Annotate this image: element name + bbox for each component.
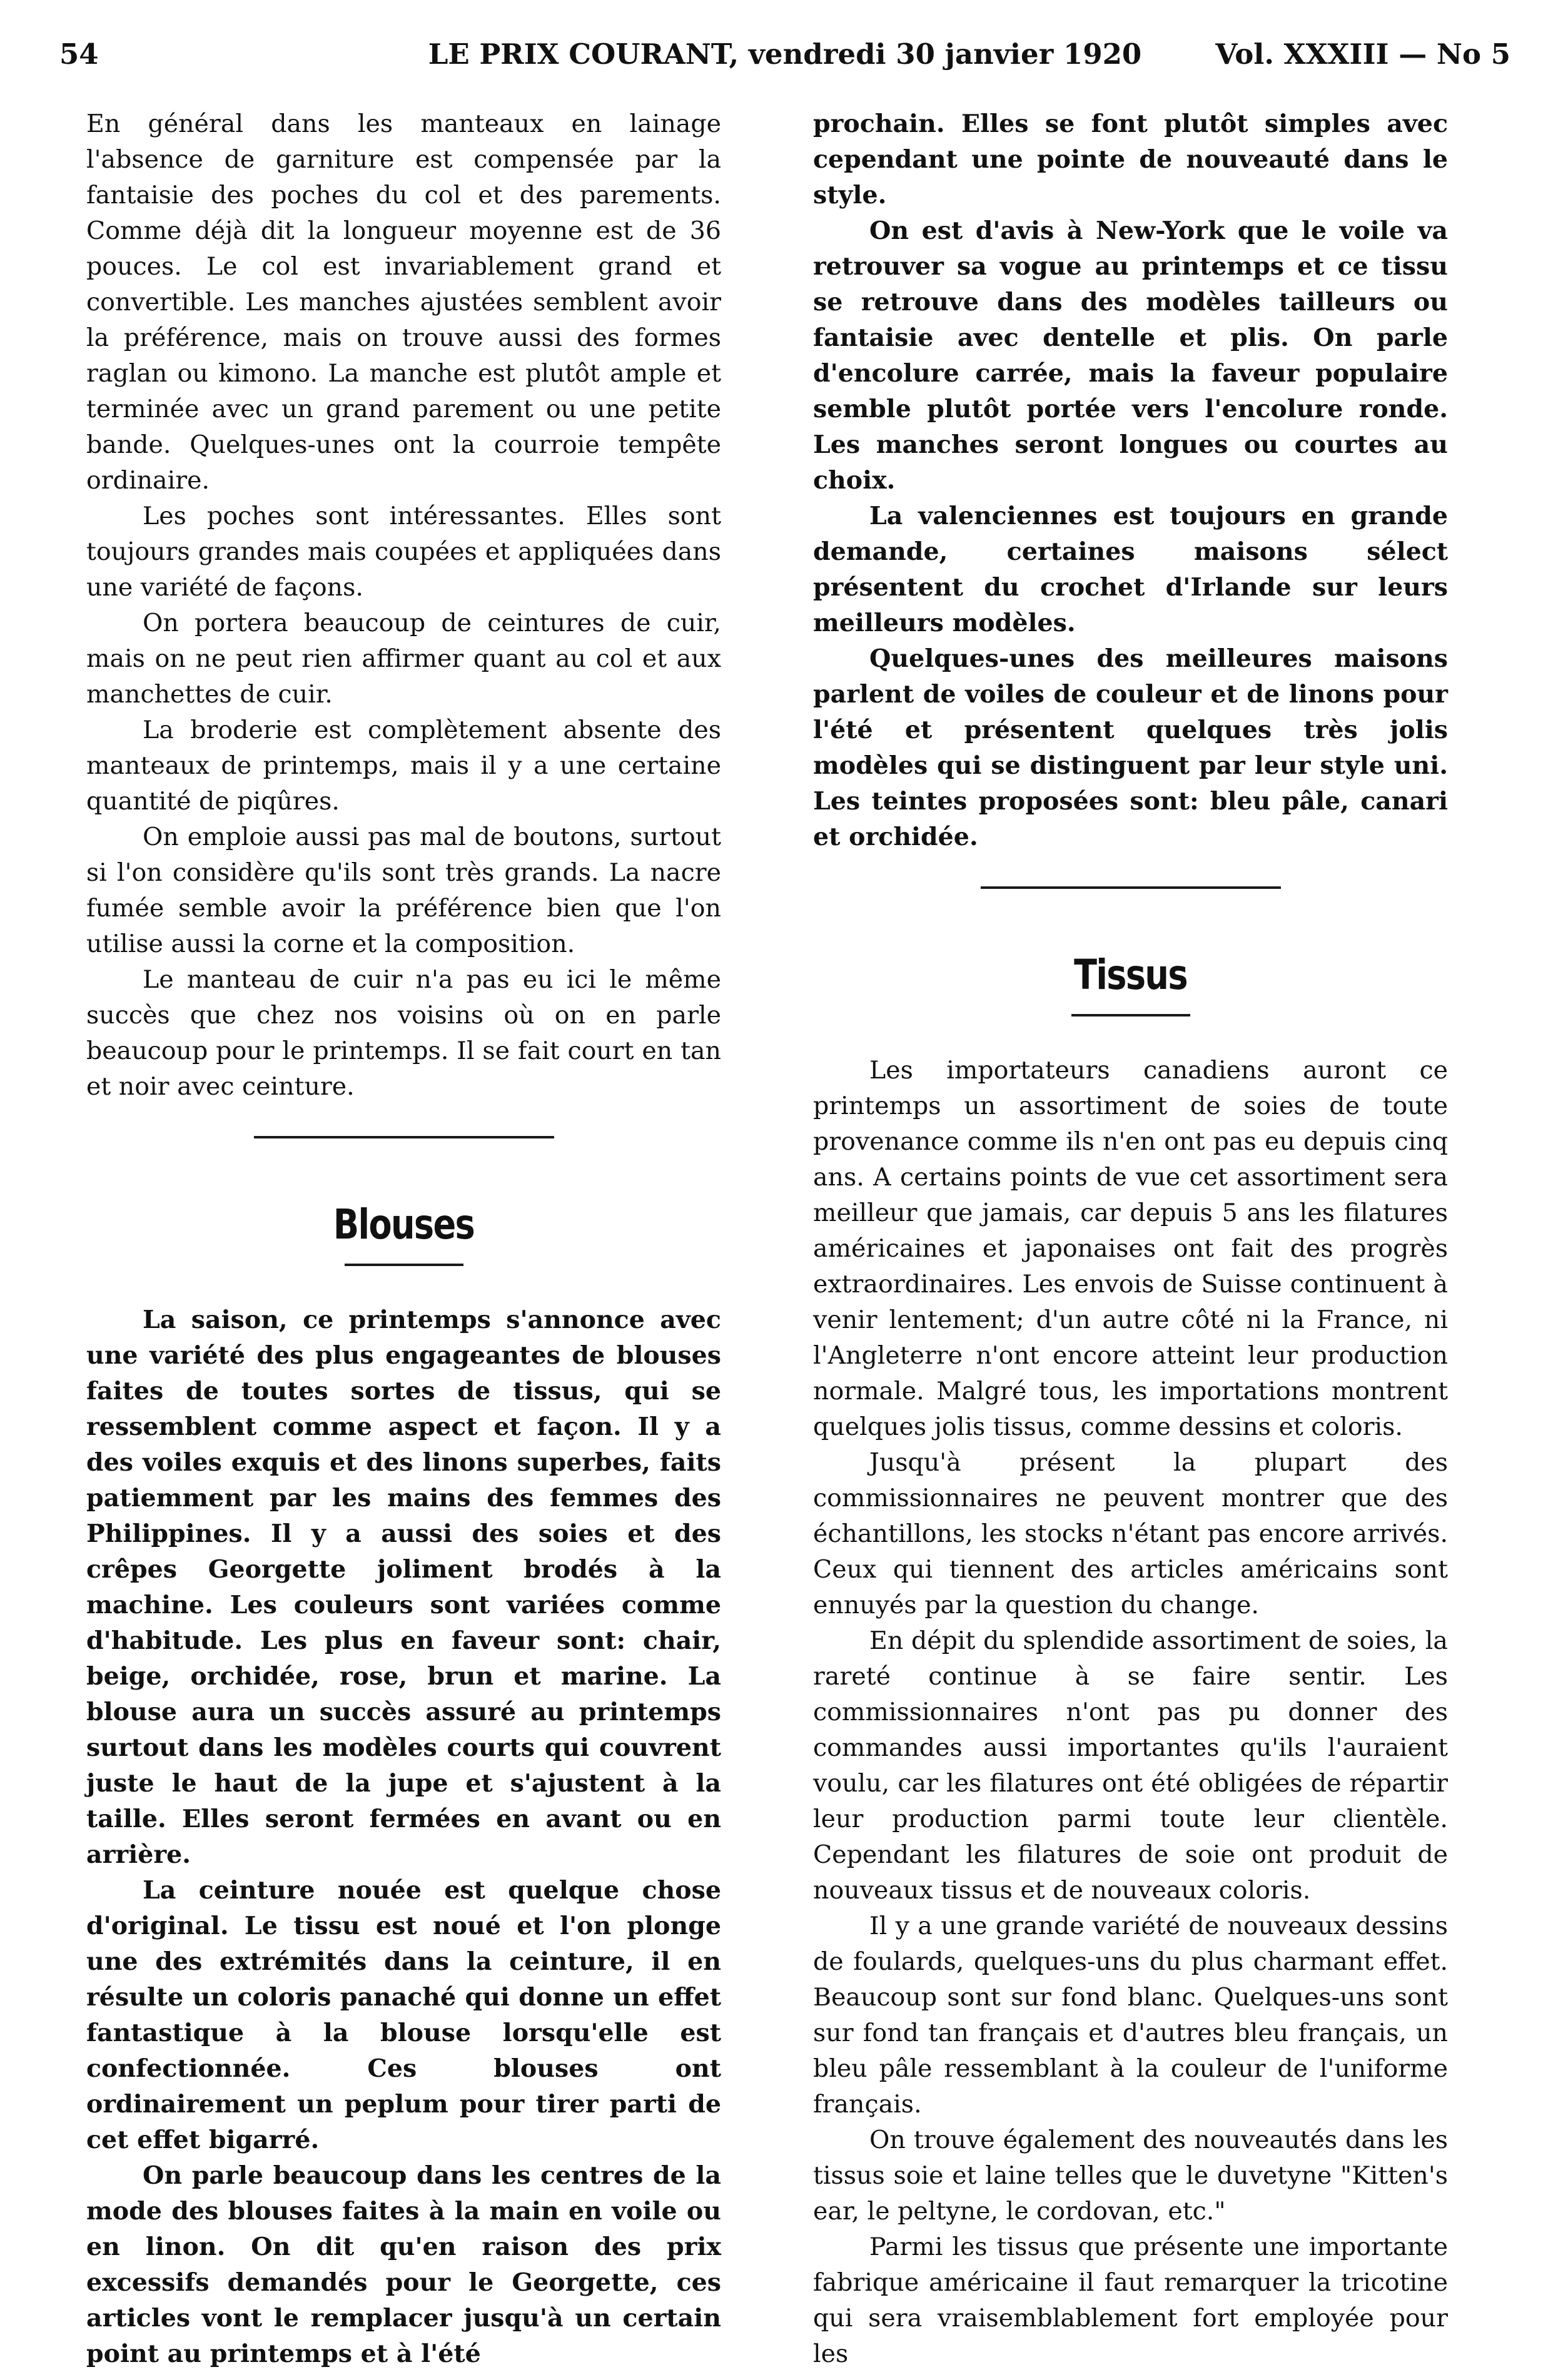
paragraph: La broderie est complètement absente des manteaux de printemps, mais il y a une certaine quantité de piqûres. bbox=[86, 716, 721, 816]
title-underline bbox=[1071, 1014, 1190, 1016]
paragraph: Les poches sont intéressantes. Elles sont toujours grandes mais coupées et appliquées dans une variété de façons. bbox=[86, 502, 721, 602]
publication-title: LE PRIX COURANT, vendredi 30 janvier 1920 bbox=[428, 38, 1142, 71]
paragraph: Les importateurs canadiens auront ce printemps un assortiment de soies de toute provenance comme ils n'en ont pas eu depuis cinq ans. A certains points de vue cet assortiment sera meilleur que jamais, car depuis 5 ans les filatures américaines et japonaises ont fait des progrès extraordinaires. Les envois de Suisse continuent à venir lentement; d'un autre côté ni la France, ni l'Angleterre n'ont encore atteint leur production normale. Malgré tous, les importations montrent quelques jolis tissus, comme dessins et coloris. bbox=[813, 1056, 1448, 1441]
paragraph: La ceinture nouée est quelque chose d'original. Le tissu est noué et l'on plonge une des extrémités dans la ceinture, il en résulte un coloris panaché qui donne un effet fantastique à la blouse lorsqu'elle est confectionnée. Ces blouses ont ordinairement un peplum pour tirer parti de cet effet bigarré. bbox=[86, 1876, 721, 2154]
paragraph: La saison, ce printemps s'annonce avec une variété des plus engageantes de blouses faites de toutes sortes de tissus, qui se ressemblent comme aspect et façon. Il y a des voiles exquis et des linons superbes, faits patiemment par les mains des femmes des Philippines. Il y a aussi des soies et des crêpes Georgette joliment brodés à la machine. Les couleurs sont variées comme d'habitude. Les plus en faveur sont: chair, beige, orchidée, rose, brun et marine. La blouse aura un succès assuré au printemps surtout dans les modèles courts qui couvrent juste le haut de la jupe et s'ajustent à la taille. Elles seront fermées en avant ou en arrière. bbox=[86, 1305, 721, 1869]
right-column bbox=[813, 106, 1448, 2372]
paragraph: Quelques-unes des meilleures maisons parlent de voiles de couleur et de linons pour l'été et présentent quelques très jolis modèles qui se distinguent par leur style uni. Les teintes proposées sont: bleu pâle, canari et orchidée. bbox=[813, 644, 1448, 851]
paragraph: On emploie aussi pas mal de boutons, surtout si l'on considère qu'ils sont très grands. La nacre fumée semble avoir la préférence bien que l'on utilise aussi la corne et la composition. bbox=[86, 823, 721, 958]
paragraph: On trouve également des nouveautés dans les tissus soie et laine telles que le duvetyne "Kitten's ear, le peltyne, le cordovan, etc." bbox=[813, 2126, 1448, 2226]
section-title-blouses: Blouses bbox=[333, 1200, 475, 1249]
paragraph: Le manteau de cuir n'a pas eu ici le même succès que chez nos voisins où on en parle beaucoup pour le printemps. Il se fait court en tan et noir avec ceinture. bbox=[86, 965, 721, 1101]
paragraph: Jusqu'à présent la plupart des commissionnaires ne peuvent montrer que des échantillons, les stocks n'étant pas encore arrivés. Ceux qui tiennent des articles américains sont ennuyés par la question du change. bbox=[813, 1448, 1448, 1619]
paragraph: La valenciennes est toujours en grande demande, certaines maisons sélect présentent du crochet d'Irlande sur leurs meilleurs modèles. bbox=[813, 502, 1448, 637]
paragraph: En dépit du splendide assortiment de soies, la rareté continue à se faire sentir. Les commissionnaires n'ont pas pu donner des commandes aussi importantes qu'ils l'auraient voulu, car les filatures ont été obligées de répartir leur production parmi toute leur clientèle. Cependant les filatures de soie ont produit de nouveaux tissus et de nouveaux coloris. bbox=[813, 1626, 1448, 1905]
title-underline bbox=[345, 1264, 463, 1266]
page-header bbox=[59, 38, 1510, 88]
page-number: 54 bbox=[59, 38, 99, 71]
paragraph: prochain. Elles se font plutôt simples avec cependant une pointe de nouveauté dans le style. bbox=[813, 109, 1448, 210]
section-title-tissus: Tissus bbox=[1074, 951, 1187, 999]
paragraph: On portera beaucoup de ceintures de cuir, mais on ne peut rien affirmer quant au col et aux manchettes de cuir. bbox=[86, 609, 721, 709]
left-column bbox=[86, 106, 721, 2372]
section-divider bbox=[254, 1136, 554, 1138]
paragraph: Parmi les tissus que présente une importante fabrique américaine il faut remarquer la tricotine qui sera vraisemblablement fort employée pour les bbox=[813, 2233, 1448, 2368]
paragraph: On parle beaucoup dans les centres de la mode des blouses faites à la main en voile ou en linon. On dit qu'en raison des prix excessifs demandés pour le Georgette, ces articles vont le remplacer jusqu'à un certain point au printemps et à l'été bbox=[86, 2161, 721, 2368]
volume-number: Vol. XXXIII — No 5 bbox=[1215, 38, 1510, 71]
section-divider bbox=[981, 886, 1281, 889]
paragraph: On est d'avis à New-York que le voile va retrouver sa vogue au printemps et ce tissu se retrouve dans des modèles tailleurs ou fantaisie avec dentelle et plis. On parle d'encolure carrée, mais la faveur populaire semble plutôt portée vers l'encolure ronde. Les manches seront longues ou courtes au choix. bbox=[813, 216, 1448, 495]
paragraph: En général dans les manteaux en lainage l'absence de garniture est compensée par la fantaisie des poches du col et des parements. Comme déjà dit la longueur moyenne est de 36 pouces. Le col est invariablement grand et convertible. Les manches ajustées semblent avoir la préférence, mais on trouve aussi des formes raglan ou kimono. La manche est plutôt ample et terminée avec un grand parement ou une petite bande. Quelques-unes ont la courroie tempête ordinaire. bbox=[86, 109, 721, 495]
paragraph: Il y a une grande variété de nouveaux dessins de foulards, quelques-uns du plus charmant effet. Beaucoup sont sur fond blanc. Quelques-uns sont sur fond tan français et d'autres bleu français, un bleu pâle ressemblant à la couleur de l'uniforme français. bbox=[813, 1912, 1448, 2119]
